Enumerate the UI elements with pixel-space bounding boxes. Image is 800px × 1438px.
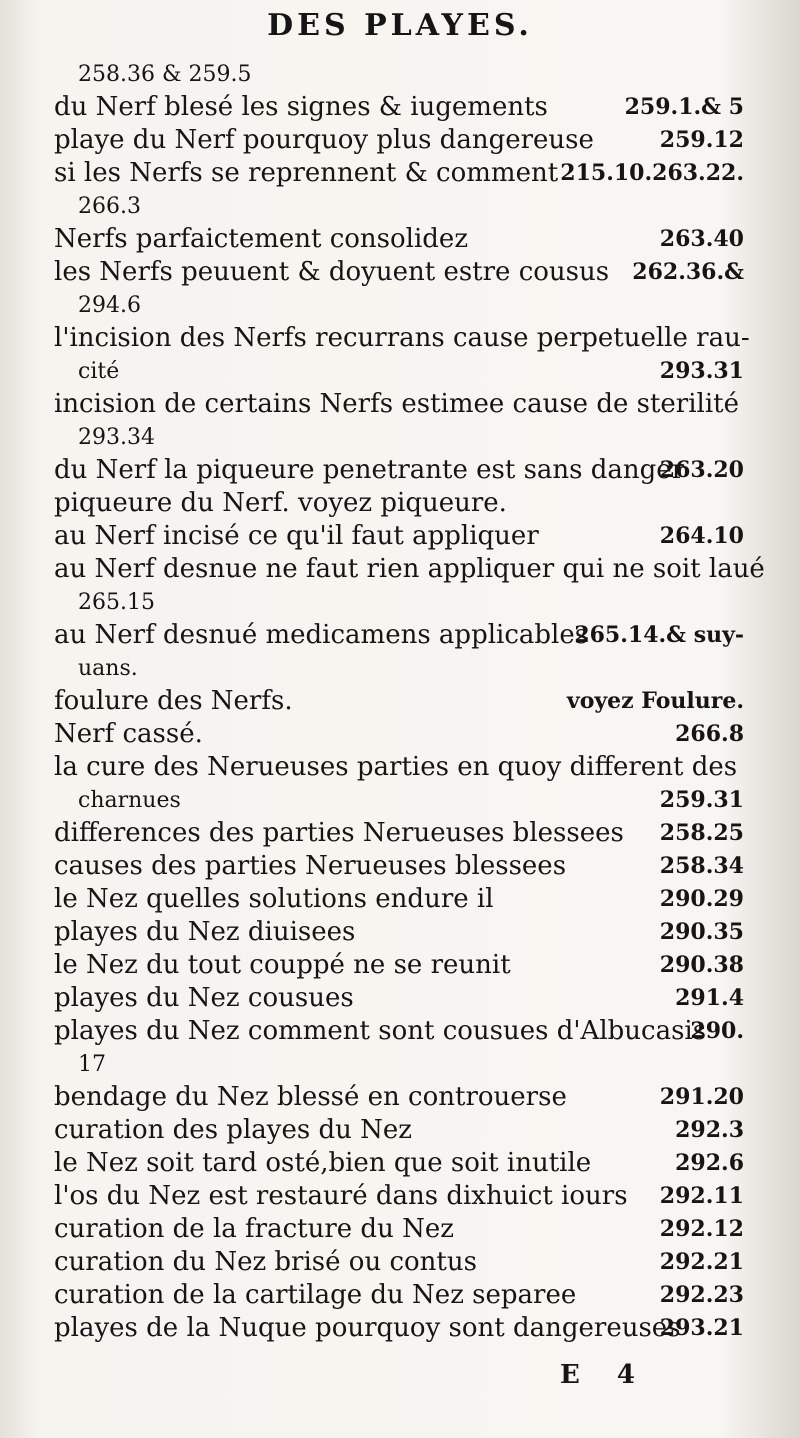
entry-reference: 290.35 — [659, 919, 744, 945]
entry-reference: 258.25 — [659, 820, 744, 846]
entry-reference: 215.10.263.22. — [560, 160, 744, 186]
index-entry — [54, 685, 744, 718]
index-entry — [54, 817, 744, 850]
index-entry — [54, 553, 765, 586]
entry-reference: 293.31 — [659, 358, 744, 384]
index-entry — [54, 850, 744, 883]
index-entry — [54, 619, 744, 652]
entry-text: 293.34 — [78, 425, 155, 450]
entry-reference: 263.20 — [659, 457, 744, 483]
entry-text: playe du Nerf pourquoy plus dangereuse — [54, 125, 594, 155]
index-entry — [54, 157, 744, 190]
signature-mark: E 4 — [560, 1360, 649, 1390]
entry-reference: 292.6 — [675, 1150, 744, 1176]
running-head: DES PLAYES. — [267, 8, 533, 43]
entry-text: curation du Nez brisé ou contus — [54, 1247, 477, 1277]
entry-text: playes de la Nuque pourquoy sont dangereuses — [54, 1313, 681, 1343]
index-entry — [54, 256, 744, 289]
entry-text: l'incision des Nerfs recurrans cause perpetuelle rau- — [54, 323, 750, 353]
entry-reference: 266.8 — [675, 721, 744, 747]
entry-text: cité — [78, 359, 120, 384]
index-entry — [54, 883, 744, 916]
index-entry — [54, 652, 744, 685]
entry-text: curation des playes du Nez — [54, 1115, 412, 1145]
entry-text: la cure des Nerueuses parties en quoy different des — [54, 752, 738, 782]
index-entry — [54, 1312, 744, 1345]
entry-text: foulure des Nerfs. — [54, 686, 293, 716]
entry-reference: 259.12 — [659, 127, 744, 153]
index-entry — [54, 223, 744, 256]
entry-reference: 263.40 — [659, 226, 744, 252]
entry-text: le Nez du tout couppé ne se reunit — [54, 950, 511, 980]
entry-reference: 258.34 — [659, 853, 744, 879]
entry-reference: 262.36.& — [632, 259, 744, 285]
index-entry — [54, 784, 744, 817]
entry-text: le Nez soit tard osté,bien que soit inutile — [54, 1148, 592, 1178]
entry-reference: 259.31 — [659, 787, 744, 813]
entry-reference: 292.12 — [659, 1216, 744, 1242]
index-entry — [54, 1114, 744, 1147]
entry-reference: 291.4 — [675, 985, 744, 1011]
index-entry — [54, 1015, 744, 1048]
index-entry — [54, 982, 744, 1015]
entry-text: 294.6 — [78, 293, 141, 318]
entry-text: si les Nerfs se reprennent & comment — [54, 158, 559, 188]
index-entry — [54, 751, 744, 784]
entry-reference: 292.3 — [675, 1117, 744, 1143]
index-entry — [54, 289, 744, 322]
entry-reference: 290. — [690, 1018, 744, 1044]
entry-text: causes des parties Nerueuses blessees — [54, 851, 567, 881]
entry-text: 258.36 & 259.5 — [78, 62, 252, 87]
entry-text: piqueure du Nerf. voyez piqueure. — [54, 488, 507, 518]
entry-reference: 292.11 — [659, 1183, 744, 1209]
entry-text: playes du Nez diuisees — [54, 917, 356, 947]
index-entry — [54, 718, 744, 751]
entry-text: playes du Nez comment sont cousues d'Albucasis — [54, 1016, 707, 1046]
index-entry — [54, 1180, 744, 1213]
entry-text: les Nerfs peuuent & doyuent estre cousus — [54, 257, 610, 287]
index-entry — [54, 1279, 744, 1312]
index-entry — [54, 190, 744, 223]
index-entry — [54, 124, 744, 157]
index-entry — [54, 454, 744, 487]
entry-reference: 292.23 — [659, 1282, 744, 1308]
index-entry — [54, 487, 744, 520]
entry-text: au Nerf incisé ce qu'il faut appliquer — [54, 521, 539, 551]
entry-text: differences des parties Nerueuses blessees — [54, 818, 624, 848]
index-entries — [54, 58, 765, 1345]
index-entry — [54, 586, 744, 619]
index-entry — [54, 322, 750, 355]
entry-reference: 259.1.& 5 — [624, 94, 744, 120]
entry-text: curation de la cartilage du Nez separee — [54, 1280, 577, 1310]
index-entry — [54, 520, 744, 553]
entry-reference: 292.21 — [659, 1249, 744, 1275]
entry-reference: 265.14.& suy- — [574, 622, 744, 648]
entry-text: bendage du Nez blessé en controuerse — [54, 1082, 567, 1112]
entry-text: Nerfs parfaictement consolidez — [54, 224, 469, 254]
entry-text: playes du Nez cousues — [54, 983, 354, 1013]
entry-reference: 290.38 — [659, 952, 744, 978]
entry-text: charnues — [78, 788, 181, 813]
index-entry — [54, 58, 744, 91]
index-entry — [54, 1246, 744, 1279]
index-entry — [54, 1081, 744, 1114]
entry-reference: 293.21 — [659, 1315, 744, 1341]
entry-reference: 290.29 — [659, 886, 744, 912]
entry-text: curation de la fracture du Nez — [54, 1214, 454, 1244]
entry-reference: voyez Foulure. — [566, 688, 744, 714]
entry-text: du Nerf la piqueure penetrante est sans danger — [54, 455, 685, 485]
entry-text: 17 — [78, 1052, 106, 1077]
entry-reference: 264.10 — [659, 523, 744, 549]
entry-text: l'os du Nez est restauré dans dixhuict iours — [54, 1181, 628, 1211]
entry-text: uans. — [78, 656, 138, 681]
index-entry — [54, 355, 744, 388]
index-entry — [54, 1213, 744, 1246]
entry-reference: 291.20 — [659, 1084, 744, 1110]
entry-text: le Nez quelles solutions endure il — [54, 884, 494, 914]
entry-text: Nerf cassé. — [54, 719, 203, 749]
index-entry — [54, 1048, 744, 1081]
index-entry — [54, 91, 744, 124]
entry-text: incision de certains Nerfs estimee cause de sterilité — [54, 389, 740, 419]
index-entry — [54, 949, 744, 982]
entry-text: 266.3 — [78, 194, 141, 219]
entry-text: du Nerf blesé les signes & iugements — [54, 92, 548, 122]
index-entry — [54, 421, 744, 454]
index-entry — [54, 1147, 744, 1180]
index-entry — [54, 916, 744, 949]
entry-text: au Nerf desnué medicamens applicables — [54, 620, 589, 650]
entry-text: 265.15 — [78, 590, 155, 615]
entry-text: au Nerf desnue ne faut rien appliquer qui ne soit laué — [54, 554, 765, 584]
index-entry — [54, 388, 744, 421]
